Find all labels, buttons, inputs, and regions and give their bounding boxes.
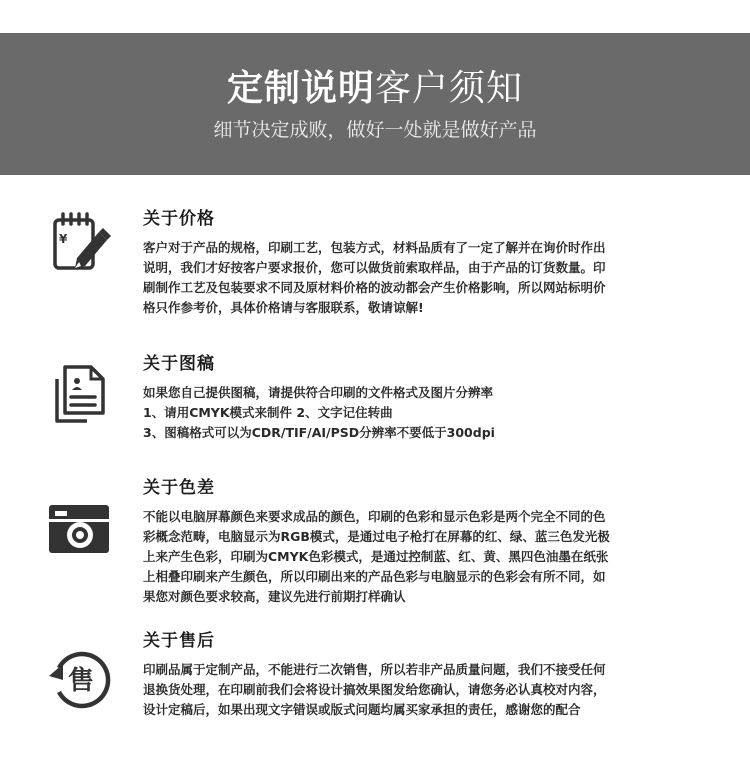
body-line: 上相叠印刷来产生颜色，所以印刷出来的产品色彩与电脑显示的色彩会有所不同，如 — [143, 569, 606, 584]
body-line: 果您对颜色要求较高，建议先进行前期打样确认 — [143, 589, 406, 604]
section-body — [143, 660, 715, 720]
body-line: 客户对于产品的规格，印刷工艺，包装方式，材料品质有了一定了解并在询价时作出 — [143, 240, 606, 255]
after-sale-return-icon — [47, 646, 111, 710]
body-line: 1、请用CMYK模式来制件 2、文字记住转曲 — [143, 405, 393, 420]
section-body — [143, 507, 715, 607]
camera-icon — [47, 497, 111, 561]
body-line: 上来产生色彩，印刷为CMYK色彩模式，是通过控制蓝、红、黄、黑四色油墨在纸张 — [143, 549, 609, 564]
body-line: 刷制作工艺及包装要求不同及原材料价格的波动都会产生价格影响，所以网站标明价 — [143, 280, 606, 295]
body-line: 如果您自己提供图稿，请提供符合印刷的文件格式及图片分辨率 — [143, 385, 494, 400]
section-title: 关于色差 — [143, 478, 215, 498]
banner-title-light: 客户须知 — [375, 68, 524, 109]
banner-subtitle: 细节决定成败，做好一处就是做好产品 — [213, 119, 537, 141]
body-line: 3、图稿格式可以为CDR/TIF/AI/PSD分辨率不要低于300dpi — [143, 425, 495, 440]
body-line: 说明，我们才好按客户要求报价，您可以做货前索取样品，由于产品的订货数量。印 — [143, 260, 606, 275]
banner-title-strong: 定制说明 — [226, 68, 375, 109]
body-line: 不能以电脑屏幕颜色来要求成品的颜色，印刷的色彩和显示色彩是两个完全不同的色 — [143, 509, 606, 524]
body-line: 格只作参考价，具体价格请与客服联系，敬请谅解! — [143, 300, 424, 315]
section-body — [143, 238, 715, 318]
section-title: 关于售后 — [143, 631, 215, 651]
price-tag-pen-icon — [47, 210, 111, 274]
banner-title — [0, 67, 750, 111]
section-body — [143, 383, 715, 443]
body-line: 设计定稿后，如果出现文字错误或版式问题均属买家承担的责任，感谢您的配合 — [143, 702, 581, 717]
body-line: 彩概念范畴，电脑显示为RGB模式，是通过电子枪打在屏幕的红、绿、蓝三色发光极 — [143, 529, 610, 544]
section-title: 关于价格 — [143, 209, 215, 229]
document-file-icon — [47, 361, 111, 425]
svg-text:¥: ¥ — [59, 232, 68, 246]
after-sale-icon-glyph: 售 — [67, 666, 95, 696]
section-title: 关于图稿 — [143, 354, 215, 374]
body-line: 印刷品属于定制产品，不能进行二次销售，所以若非产品质量问题，我们不接受任何 — [143, 662, 606, 677]
body-line: 退换货处理，在印刷前我们会将设计搞效果图发给您确认，请您务必认真校对内容， — [143, 682, 606, 697]
header-banner — [0, 33, 750, 175]
